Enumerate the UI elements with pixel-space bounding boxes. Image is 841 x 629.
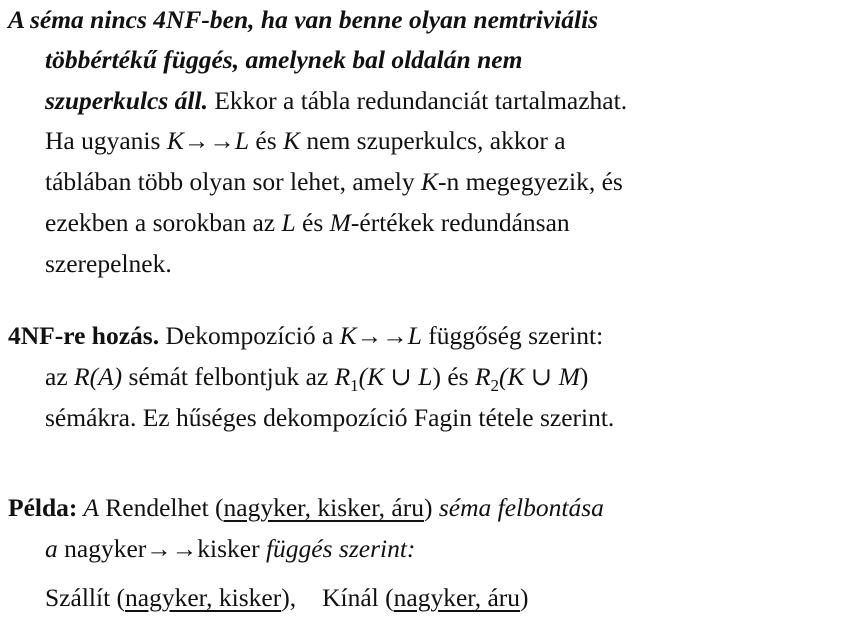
text-fragment: Ekkor a tábla redundanciát tartalmazhat.: [207, 86, 628, 115]
text-fragment: L: [407, 321, 422, 350]
example-line-3: [45, 580, 529, 617]
normalization-line-1: [8, 318, 603, 355]
definition-line-2: többértékű függés, amelynek bal oldalán nem: [45, 45, 523, 74]
text-fragment: →→: [356, 321, 408, 350]
text-fragment: ): [520, 583, 529, 612]
text-fragment: M: [558, 362, 580, 391]
text-fragment: K: [166, 126, 184, 155]
text-fragment: Rendelhet (: [98, 493, 224, 522]
normalization-line-2: [45, 359, 588, 396]
text-fragment: (A): [89, 362, 123, 391]
text-fragment: ): [579, 362, 589, 391]
text-fragment: és: [295, 208, 330, 237]
text-fragment: nagyker, áru: [393, 583, 521, 612]
text-fragment: 2: [490, 376, 500, 396]
text-fragment: L: [418, 362, 433, 391]
definition-line-3: [45, 83, 627, 120]
text-fragment: Példa:: [8, 493, 78, 522]
text-fragment: ): [424, 493, 433, 522]
text-fragment: táblában több olyan sor lehet, amely: [45, 167, 422, 196]
text-fragment: -n megegyezik, és: [438, 167, 623, 196]
text-fragment: Szállít (: [45, 583, 126, 612]
text-fragment: ezekben a sorokban az: [45, 208, 282, 237]
text-fragment: szuperkulcs áll.: [45, 86, 208, 115]
definition-line-6: [45, 205, 570, 242]
text-fragment: -értékek redundánsan: [350, 208, 570, 237]
text-fragment: K: [339, 321, 357, 350]
text-fragment: és: [249, 126, 284, 155]
normalization-line-3: sémákra. Ez hűséges dekompozíció Fagin tétele szerint.: [45, 403, 615, 432]
text-fragment: R: [334, 362, 351, 391]
text-fragment: sémát felbontjuk az: [122, 362, 335, 391]
text-fragment: Ha ugyanis: [45, 126, 167, 155]
definition-line-7: szerepelnek.: [45, 249, 172, 278]
example-line-2: [45, 531, 415, 568]
example-line-1: [8, 490, 604, 527]
text-fragment: ) és: [432, 362, 475, 391]
text-fragment: L: [234, 126, 250, 155]
text-fragment: nagyker→→kisker: [57, 534, 260, 563]
text-fragment: ∪: [384, 362, 419, 391]
text-fragment: L: [281, 208, 296, 237]
text-fragment: A: [77, 493, 99, 522]
text-fragment: ∪: [524, 362, 559, 391]
text-fragment: K: [421, 167, 439, 196]
text-fragment: az: [45, 362, 75, 391]
text-fragment: séma felbontása: [432, 493, 604, 522]
text-fragment: 1: [350, 376, 359, 396]
text-fragment: a: [45, 534, 58, 563]
text-fragment: Kínál (: [322, 583, 394, 612]
text-fragment: nem szuperkulcs, akkor a: [300, 126, 566, 155]
text-fragment: függőség szerint:: [421, 321, 604, 350]
text-fragment: R: [474, 362, 491, 391]
text-fragment: →→: [183, 126, 235, 155]
text-fragment: (K: [499, 362, 525, 391]
text-fragment: függés szerint:: [259, 534, 416, 563]
definition-line-5: [45, 164, 623, 201]
text-fragment: nagyker, kisker, áru: [223, 493, 424, 522]
text-fragment: R: [74, 362, 90, 391]
text-fragment: ),: [281, 583, 297, 612]
definition-line-1: A séma nincs 4NF-ben, ha van benne olyan nemtriviális: [8, 5, 599, 34]
text-fragment: nagyker, kisker: [125, 583, 282, 612]
text-fragment: M: [329, 208, 351, 237]
definition-line-4: [45, 123, 566, 160]
text-fragment: Dekompozíció a: [159, 321, 340, 350]
text-fragment: (K: [358, 362, 385, 391]
text-fragment: 4NF-re hozás.: [8, 321, 160, 350]
text-fragment: K: [283, 126, 301, 155]
